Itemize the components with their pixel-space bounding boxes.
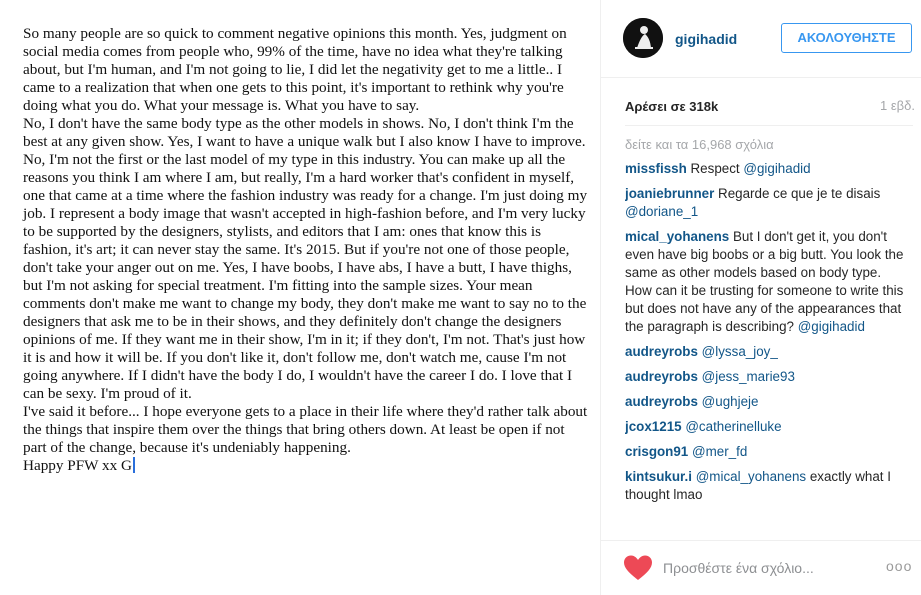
note-paragraph: I've said it before... I hope everyone gets to a place in their life where they'd rather talk about the things that inspire them over the things that bring others down. At least be open if not part of the change, because it's undeniably happening. [23,403,588,456]
comment-username[interactable]: jcox1215 [625,419,682,434]
avatar[interactable] [623,18,663,58]
comment-username[interactable]: audreyrobs [625,344,698,359]
comment-item [625,468,910,504]
comment-mention[interactable]: @mer_fd [692,444,748,459]
comment-mention[interactable]: @jess_marie93 [701,369,795,384]
comment-mention[interactable]: @mical_yohanens [695,469,807,484]
comment-item [625,368,910,386]
comment-mention[interactable]: @gigihadid [743,161,811,176]
comment-text: Respect [690,161,744,176]
comment-mention[interactable]: @lyssa_joy_ [701,344,778,359]
comment-item [625,343,910,361]
comment-text: But I don't get it, you don't even have big boobs or a big butt. You look the same as other models based on body type. How can it be trusting for someone to write this but does not have any of the appearances that the paragraph is describing? [625,229,904,334]
note-signoff-text: Happy PFW xx G [23,457,132,474]
comment-username[interactable]: kintsukur.i [625,469,692,484]
comments-list[interactable] [625,160,910,536]
comment-input[interactable] [663,554,863,582]
comment-item [625,228,910,336]
likes-count[interactable]: Αρέσει σε 318k [625,99,719,114]
post-note-text [23,25,588,475]
comment-text: exactly what I thought lmao [625,469,891,502]
comment-item [625,185,910,221]
comment-item [625,443,910,461]
note-paragraph: No, I don't have the same body type as the other models in shows. No, I don't think I'm the best at any given show. Yes, I want to have a unique walk but I also know I have to improve. No, I'm not the first or the last model of my type in this industry. You can make up all the reasons you think I am where I am, but really, I'm a hard worker that's confident in myself, one that came at a time where the fashion industry was ready for a change. I'm just doing my job. I represent a body image that wasn't accepted in high-fashion before, and I'm very lucky to be supported by the designers, stylists, and editors that I am: ones that know this is fashion, it's art; it can never stay the same. It's 2015. But if you're not one of those people, don't take your anger out on me. Yes, I have boobs, I have abs, I have a butt, I have thighs, but I'm not asking for special treatment. I'm fitting into the sample sizes. Your mean comments don't make me want to change my body, they don't make me want to say no to the designers that ask me to be in their shows, and they definitely don't change the designers opinions of me. If they want me in their show, I'm in it; if they don't, I'm not. That's just how it is and how it will be. If you don't like it, don't follow me, don't watch me, cause I'm not going anywhere. If I didn't have the body I do, I wouldn't have the career I do. I love that I can be sexy. I'm proud of it. [23,115,588,402]
comment-username[interactable]: audreyrobs [625,394,698,409]
comment-username[interactable]: missfissh [625,161,687,176]
view-all-comments-link[interactable]: δείτε και τα 16,968 σχόλια [625,137,774,152]
post-age: 1 εβδ. [880,98,915,113]
username-link[interactable]: gigihadid [675,31,738,47]
comment-item [625,160,910,178]
comment-bar [601,540,921,595]
comment-mention[interactable]: @catherinelluke [685,419,782,434]
comment-username[interactable]: crisgon91 [625,444,689,459]
comment-username[interactable]: joaniebrunner [625,186,715,201]
comment-text: Regarde ce que je te disais [718,186,881,201]
post-header [601,0,921,78]
note-signoff [23,457,588,475]
avatar-figure-icon [623,18,663,58]
text-cursor [133,457,135,473]
comment-item [625,418,910,436]
divider [625,125,913,126]
follow-button[interactable]: ΑΚΟΛΟΥΘΗΣΤΕ [781,23,912,53]
heart-icon[interactable] [623,554,653,582]
comment-mention[interactable]: @gigihadid [797,319,865,334]
comment-username[interactable]: audreyrobs [625,369,698,384]
more-options-icon[interactable]: ooo [886,558,913,574]
post-sidebar [600,0,921,595]
comment-item [625,393,910,411]
comment-mention[interactable]: @doriane_1 [625,204,699,219]
comment-mention[interactable]: @ughjeje [701,394,759,409]
likes-row [625,98,915,118]
comment-username[interactable]: mical_yohanens [625,229,730,244]
note-paragraph: So many people are so quick to comment negative opinions this month. Yes, judgment on social media comes from people who, 99% of the time, have no idea what they're talking about, but I'm human, and I'm not going to lie, I did let the negativity get to me a little.. I came to a realization that when one gets to this point, it's important to rethink why you're doing what you do. What your message is. What you have to say. [23,25,567,114]
